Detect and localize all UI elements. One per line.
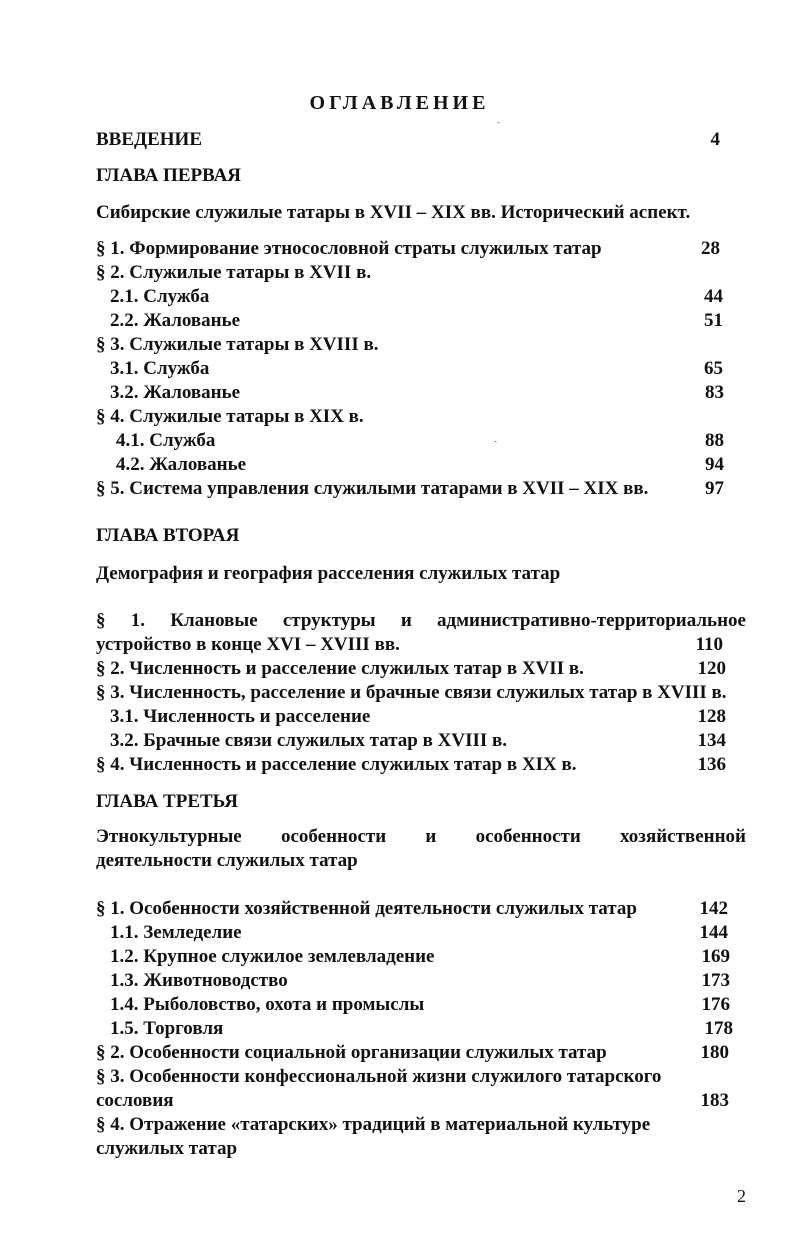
toc-entry: 4.2. Жалованье <box>116 454 247 475</box>
chapter3-subtitle-line2: деятельности служилых татар <box>96 850 358 871</box>
toc-page: 28 <box>701 238 720 259</box>
toc-word: и <box>400 610 412 631</box>
toc-page: 180 <box>700 1042 729 1063</box>
toc-entry: 2.1. Служба <box>110 286 210 307</box>
toc-entry: 3.1. Численность и расселение <box>110 706 371 727</box>
toc-entry: устройство в конце XVI – XVIII вв. <box>96 634 400 655</box>
subtitle-word: особенности <box>280 826 387 847</box>
toc-page: 94 <box>705 454 724 475</box>
toc-page: 120 <box>697 658 726 679</box>
toc-page: 169 <box>701 946 730 967</box>
toc-page: 110 <box>695 634 723 655</box>
subtitle-word: и <box>425 826 437 847</box>
toc-entry: 3.2. Брачные связи служилых татар в XVIII в. <box>110 730 508 751</box>
toc-entry: 3.1. Служба <box>110 358 210 379</box>
chapter3-heading: ГЛАВА ТРЕТЬЯ <box>96 791 238 812</box>
toc-entry: 1.3. Животноводство <box>110 970 288 991</box>
toc-page: 97 <box>705 478 724 499</box>
toc-entry: 4.1. Служба <box>116 430 216 451</box>
subtitle-word: хозяйственной <box>620 826 746 847</box>
toc-entry: 2.2. Жалованье <box>110 310 241 331</box>
scan-speck: ˏ <box>494 432 498 443</box>
toc-word: 1. <box>130 610 145 631</box>
toc-entry: служилых татар <box>96 1138 238 1159</box>
toc-page: 178 <box>704 1018 733 1039</box>
toc-page: 176 <box>701 994 730 1015</box>
toc-word: § <box>96 610 106 631</box>
introduction-page: 4 <box>710 129 720 150</box>
toc-page: 136 <box>697 754 726 775</box>
toc-entry: § 4. Численность и расселение служилых татар в XIX в. <box>96 754 577 775</box>
toc-entry: § 3. Особенности конфессиональной жизни служилого татарского <box>96 1066 662 1087</box>
toc-page: 142 <box>699 898 728 919</box>
toc-entry: § 2. Численность и расселение служилых татар в XVII в. <box>96 658 584 679</box>
toc-entry: § 4. Служилые татары в XIX в. <box>96 406 364 427</box>
chapter2-entry1-line1 <box>96 610 746 632</box>
toc-entry: сословия <box>96 1090 174 1111</box>
toc-word: административно-территориальное <box>437 610 746 631</box>
toc-page: 83 <box>705 382 724 403</box>
toc-page: 173 <box>701 970 730 991</box>
chapter1-subtitle: Сибирские служилые татары в XVII – XIX вв. Исторический аспект. <box>96 202 691 223</box>
toc-entry: 3.2. Жалованье <box>110 382 241 403</box>
scan-speck: ˏ <box>497 113 501 124</box>
toc-page: 128 <box>697 706 726 727</box>
toc-page: 88 <box>705 430 724 451</box>
introduction-label: ВВЕДЕНИЕ <box>96 129 202 150</box>
chapter2-heading: ГЛАВА ВТОРАЯ <box>96 525 240 546</box>
toc-page: 65 <box>704 358 723 379</box>
toc-word: структуры <box>282 610 376 631</box>
toc-entry: 1.1. Земледелие <box>110 922 242 943</box>
toc-page: 51 <box>704 310 723 331</box>
toc-entry: § 2. Служилые татары в XVII в. <box>96 262 372 283</box>
toc-title: ОГЛАВЛЕНИЕ <box>309 92 490 114</box>
toc-entry: § 3. Служилые татары в XVIII в. <box>96 334 379 355</box>
toc-entry: § 1. Формирование этносословной страты служилых татар <box>96 238 602 259</box>
toc-entry: § 3. Численность, расселение и брачные связи служилых татар в XVIII в. <box>96 682 727 703</box>
toc-entry: § 5. Система управления служилыми татарами в XVII – XIX вв. <box>96 478 649 499</box>
page-number: 2 <box>737 1186 746 1206</box>
chapter2-subtitle: Демография и география расселения служилых татар <box>96 563 561 584</box>
toc-entry: § 2. Особенности социальной организации служилых татар <box>96 1042 607 1063</box>
toc-entry: 1.2. Крупное служилое землевладение <box>110 946 435 967</box>
toc-entry: § 1. Особенности хозяйственной деятельности служилых татар <box>96 898 637 919</box>
chapter3-subtitle-line1 <box>96 826 746 848</box>
toc-page: 44 <box>704 286 723 307</box>
subtitle-word: Этнокультурные <box>96 826 242 847</box>
toc-entry: § 4. Отражение «татарских» традиций в материальной культуре <box>96 1114 651 1135</box>
toc-entry: 1.5. Торговля <box>110 1018 224 1039</box>
toc-word: Клановые <box>170 610 258 631</box>
toc-page: 134 <box>697 730 726 751</box>
chapter1-heading: ГЛАВА ПЕРВАЯ <box>96 165 242 186</box>
subtitle-word: особенности <box>475 826 581 847</box>
toc-page: 183 <box>700 1090 729 1111</box>
toc-entry: 1.4. Рыболовство, охота и промыслы <box>110 994 425 1015</box>
toc-page: 144 <box>699 922 728 943</box>
